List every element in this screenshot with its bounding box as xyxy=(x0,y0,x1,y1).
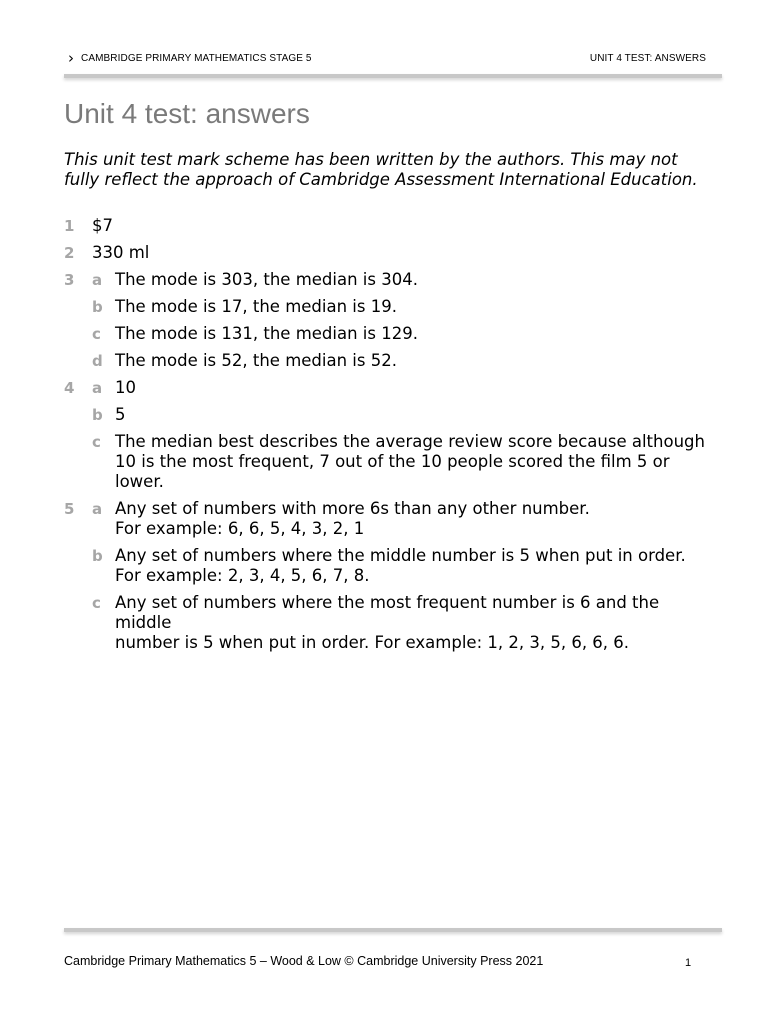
answer-line: Any set of numbers where the middle number is 5 when put in order. xyxy=(115,546,686,565)
answer-text xyxy=(115,499,714,539)
answer-line: Any set of numbers where the most frequent number is 6 and the middle xyxy=(115,593,660,632)
answer-3b xyxy=(64,297,714,317)
part-letter: c xyxy=(92,594,101,612)
answer-list xyxy=(64,216,714,660)
part-letter: a xyxy=(92,271,103,289)
answer-text xyxy=(115,546,714,586)
part-letter: d xyxy=(92,352,103,370)
answer-line: The median best describes the average review score because although xyxy=(115,432,705,451)
answer-line: For example: 6, 6, 5, 4, 3, 2, 1 xyxy=(115,519,365,538)
answer-text: $7 xyxy=(92,216,113,235)
answer-text: The mode is 52, the median is 52. xyxy=(115,351,397,370)
answer-text: The mode is 303, the median is 304. xyxy=(115,270,418,289)
answer-3d xyxy=(64,351,714,371)
answer-4a xyxy=(64,378,714,398)
answer-text: 330 ml xyxy=(92,243,150,262)
header-series-title: CAMBRIDGE PRIMARY MATHEMATICS STAGE 5 xyxy=(81,53,312,64)
part-letter: c xyxy=(92,433,101,451)
header-divider xyxy=(64,74,722,78)
chevron-right-icon: › xyxy=(68,49,75,67)
question-number: 5 xyxy=(64,500,75,518)
answer-5b xyxy=(64,546,714,586)
answer-line: number is 5 when put in order. For example: 1, 2, 3, 5, 6, 6, 6. xyxy=(115,633,630,652)
answer-5c xyxy=(64,593,714,653)
question-number: 3 xyxy=(64,271,75,289)
answer-4c xyxy=(64,432,714,492)
header-section-title: UNIT 4 TEST: ANSWERS xyxy=(589,53,706,64)
part-letter: b xyxy=(92,406,103,424)
answer-text: The mode is 131, the median is 129. xyxy=(115,324,418,343)
part-letter: b xyxy=(92,298,103,316)
answer-4b xyxy=(64,405,714,425)
answer-5a xyxy=(64,499,714,539)
question-number: 1 xyxy=(64,217,75,235)
answer-1 xyxy=(64,216,714,236)
part-letter: a xyxy=(92,379,103,397)
answer-2 xyxy=(64,243,714,263)
question-number: 2 xyxy=(64,244,75,262)
answer-text xyxy=(115,593,714,653)
page-title: Unit 4 test: answers xyxy=(64,98,310,129)
page-number: 1 xyxy=(685,957,692,969)
answer-text: 10 xyxy=(115,378,136,397)
part-letter: b xyxy=(92,547,103,565)
page-header xyxy=(64,50,706,72)
intro-paragraph: This unit test mark scheme has been written by the authors. This may not fully reflect the approach of Cambridge Assessment International Education. xyxy=(64,150,698,189)
answer-3a xyxy=(64,270,714,290)
answer-line: 10 is the most frequent, 7 out of the 10 people scored the film 5 or lower. xyxy=(115,452,670,491)
part-letter: c xyxy=(92,325,101,343)
answer-text: 5 xyxy=(115,405,126,424)
footer-copyright: Cambridge Primary Mathematics 5 – Wood & Low © Cambridge University Press 2021 xyxy=(64,954,544,968)
answer-text: The mode is 17, the median is 19. xyxy=(115,297,397,316)
footer-divider xyxy=(64,928,722,932)
answer-line: Any set of numbers with more 6s than any other number. xyxy=(115,499,590,518)
answer-text xyxy=(115,432,714,492)
answer-line: For example: 2, 3, 4, 5, 6, 7, 8. xyxy=(115,566,370,585)
part-letter: a xyxy=(92,500,103,518)
question-number: 4 xyxy=(64,379,75,397)
answer-3c xyxy=(64,324,714,344)
